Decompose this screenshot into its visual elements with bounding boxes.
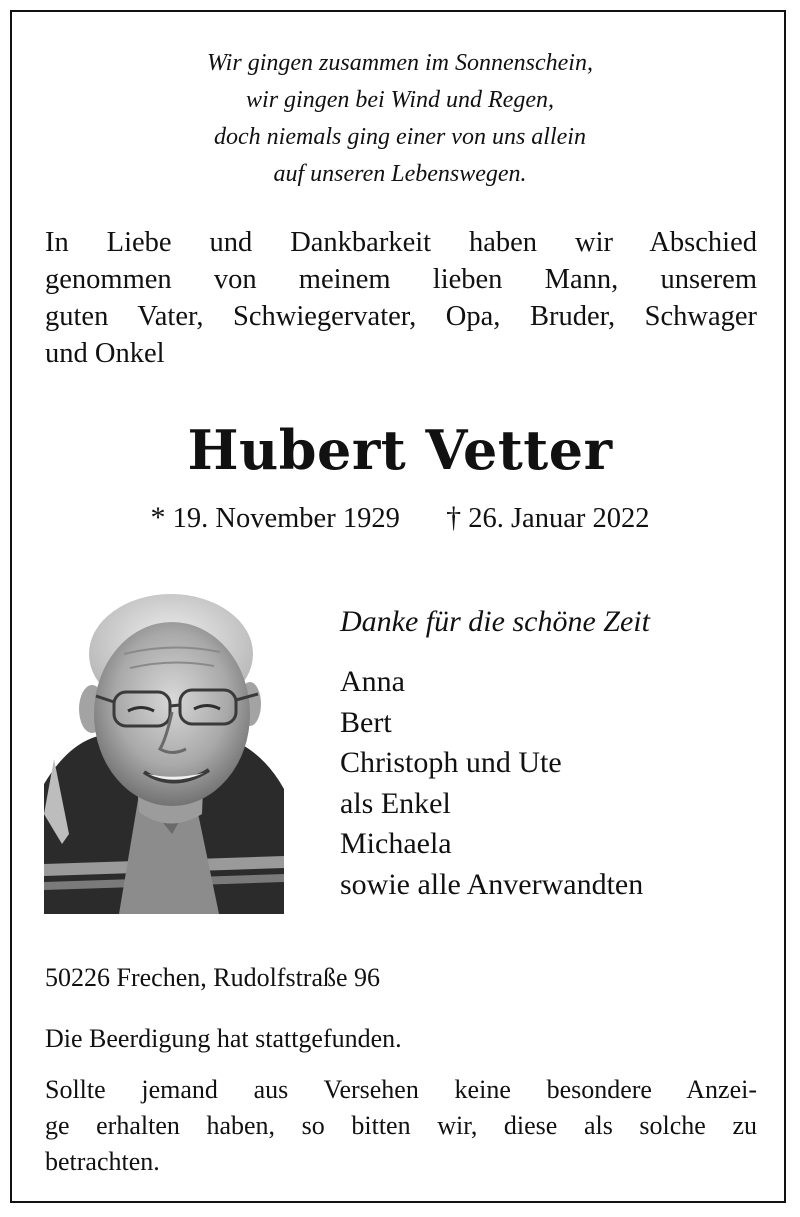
poem-line: doch niemals ging einer von uns allein	[214, 124, 586, 150]
portrait-photo	[44, 584, 284, 914]
family-member: als Enkel	[340, 786, 451, 820]
notice-line: ge erhalten haben, so bitten wir, diese als solche zu	[45, 1111, 757, 1140]
family-member: Bert	[340, 705, 392, 739]
poem	[40, 45, 760, 193]
death-symbol: †	[446, 501, 462, 534]
notice-line: betrachten.	[45, 1147, 160, 1176]
family-list	[340, 662, 643, 905]
intro-line: guten Vater, Schwiegervater, Opa, Bruder, Schwager	[45, 301, 757, 332]
address: 50226 Frechen, Rudolfstraße 96	[45, 963, 381, 992]
family-member: sowie alle Anverwandten	[340, 867, 644, 901]
poem-line: Wir gingen zusammen im Sonnenschein,	[207, 50, 593, 76]
poem-line: wir gingen bei Wind und Regen,	[246, 87, 554, 113]
family-member: Michaela	[340, 827, 452, 860]
birth-date: 19. November 1929	[172, 503, 400, 534]
intro-text	[45, 224, 757, 372]
intro-line: und Onkel	[45, 338, 165, 369]
poem-line: auf unseren Lebenswegen.	[273, 161, 527, 187]
birth-symbol: *	[150, 501, 166, 534]
portrait-photo-icon	[44, 584, 284, 914]
family-member: Anna	[340, 665, 405, 698]
family-member: Christoph und Ute	[340, 746, 562, 779]
life-dates	[0, 500, 800, 537]
burial-note: Die Beerdigung hat stattgefunden.	[45, 1024, 402, 1053]
death-date: 26. Januar 2022	[468, 503, 650, 534]
thanks-line: Danke für die schöne Zeit	[340, 605, 650, 638]
intro-line: genommen von meinem lieben Mann, unserem	[45, 264, 757, 295]
intro-line: In Liebe und Dankbarkeit haben wir Abschied	[45, 227, 757, 258]
notice-line: Sollte jemand aus Versehen keine besondere Anzei-	[45, 1075, 757, 1104]
notice-text	[45, 1072, 757, 1180]
deceased-name: Hubert Vetter	[187, 418, 613, 482]
